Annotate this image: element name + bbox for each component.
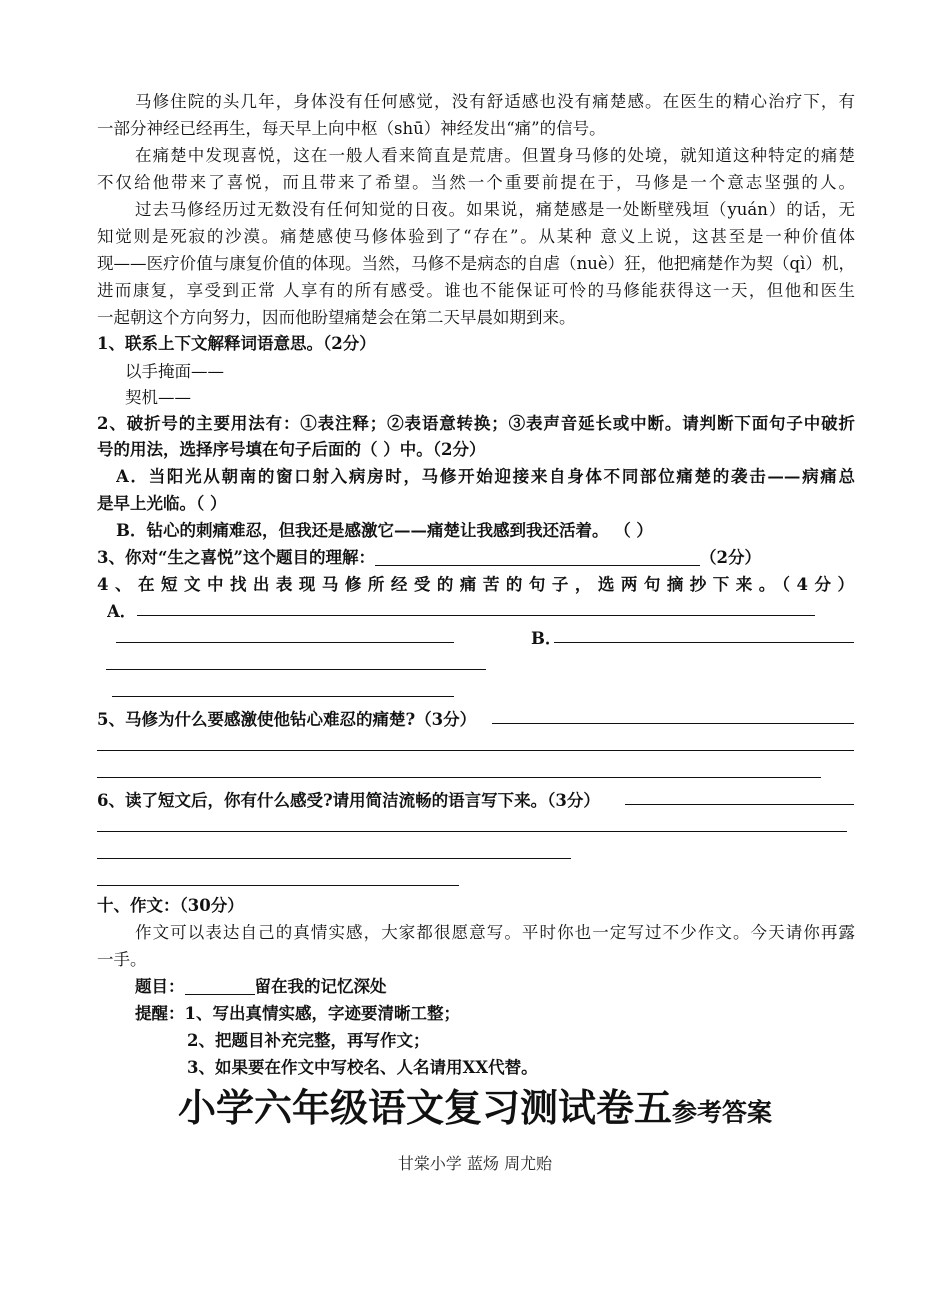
composition-intro-line2: 一手。 — [97, 950, 147, 969]
composition-heading: 十、作文：（30分） — [97, 896, 244, 915]
composition-tip-1 — [135, 1000, 735, 1027]
composition-tips-label: 提醒： — [135, 1004, 185, 1023]
question-6-blank-4[interactable] — [97, 885, 459, 886]
passage-p3-line1: 过去马修经历过无数没有任何知觉的日夜。如果说，痛楚感是一处断壁残垣（yuán）的话，无 — [135, 200, 855, 219]
question-2-item-a-line2: 是早上光临。（ ） — [97, 494, 227, 513]
passage-p3-line3: 现——医疗价值与康复价值的体现。当然，马修不是病态的自虐（nuè）狂，他把痛楚作为契（qì）机， — [97, 254, 855, 273]
question-2-line1: 2、破折号的主要用法有：①表注释；②表语意转换；③表声音延长或中断。请判断下面句子中破折 — [97, 414, 855, 433]
question-5-blank-3[interactable] — [97, 777, 821, 778]
question-4-b-blank-1[interactable] — [554, 642, 854, 643]
composition-tip-2: 2、把题目补充完整，再写作文； — [187, 1031, 430, 1050]
passage-p1-line1: 马修住院的头几年，身体没有任何感觉，没有舒适感也没有痛楚感。在医生的精心治疗下，有 — [135, 92, 855, 111]
composition-topic-blank[interactable] — [185, 977, 255, 995]
question-4-a-blank-1[interactable] — [137, 615, 815, 616]
passage-p1-line2: 一部分神经已经再生，每天早上向中枢（shū）神经发出“痛”的信号。 — [97, 119, 606, 138]
question-6-blank-3[interactable] — [97, 858, 571, 859]
question-4-b-blank-3[interactable] — [112, 696, 454, 697]
answer-key-title — [0, 1082, 950, 1139]
composition-topic — [135, 973, 735, 1000]
question-1: 1、联系上下文解释词语意思。（2分） — [97, 334, 376, 353]
question-1-word-a: 以手掩面—— — [125, 362, 224, 381]
passage-p3-line4: 进而康复，享受到正常 人享有的所有感受。谁也不能保证可怜的马修能获得这一天，但他和医生 — [97, 281, 855, 300]
question-5-blank-1[interactable] — [492, 723, 854, 724]
question-4-label-b: B． — [531, 629, 562, 648]
question-2-item-a-line1: A．当阳光从朝南的窗口射入病房时，马修开始迎接来自身体不同部位痛楚的袭击——病痛总 — [116, 467, 855, 486]
question-6: 6、读了短文后，你有什么感受?请用简洁流畅的语言写下来。（3分） — [97, 791, 600, 810]
question-6-blank-2[interactable] — [97, 831, 847, 832]
composition-tip-1-text: 1、写出真情实感，字迹要清晰工整； — [184, 1004, 460, 1023]
question-6-blank-1[interactable] — [625, 804, 854, 805]
question-3-answer-blank[interactable] — [375, 548, 700, 566]
question-4: 4、在短文中找出表现马修所经受的痛苦的句子，选两句摘抄下来。（4分） — [97, 575, 855, 594]
passage-p3-line5: 一起朝这个方向努力，因而他盼望痛楚会在第二天早晨如期到来。 — [97, 308, 576, 327]
composition-topic-label: 题目： — [135, 977, 185, 996]
question-2-line2: 号的用法，选择序号填在句子后面的（ ）中。（2分） — [97, 440, 486, 459]
answer-key-title-main: 小学六年级语文复习测试卷五 — [177, 1085, 672, 1130]
question-4-b-blank-2[interactable] — [106, 669, 486, 670]
answer-key-title-suffix: 参考答案 — [672, 1098, 773, 1127]
question-5: 5、马修为什么要感激使他钻心难忍的痛楚?（3分） — [97, 710, 477, 729]
question-3-prompt: 3、你对“生之喜悦”这个题目的理解： — [97, 548, 375, 567]
authors: 甘棠小学 蓝炀 周尤贻 — [397, 1154, 553, 1173]
composition-intro-line1: 作文可以表达自己的真情实感，大家都很愿意写。平时你也一定写过不少作文。今天请你再露 — [135, 923, 855, 942]
question-4-a-blank-2[interactable] — [116, 642, 454, 643]
question-1-word-b: 契机—— — [125, 388, 191, 407]
passage-p2-line2: 不仅给他带来了喜悦，而且带来了希望。当然一个重要前提在于，马修是一个意志坚强的人。 — [97, 173, 855, 192]
composition-tip-3: 3、如果要在作文中写校名、人名请用XX代替。 — [187, 1058, 538, 1077]
passage-p3-line2: 知觉则是死寂的沙漠。痛楚感使马修体验到了“存在”。从某种 意义上说，这甚至是一种价值体 — [97, 227, 855, 246]
question-4-label-a: A． — [107, 602, 137, 621]
passage-p2-line1: 在痛楚中发现喜悦，这在一般人看来简直是荒唐。但置身马修的处境，就知道这种特定的痛楚 — [135, 146, 855, 165]
composition-topic-text: 留在我的记忆深处 — [254, 977, 387, 996]
question-3 — [97, 544, 855, 571]
question-2-item-b: B．钻心的刺痛难忍，但我还是感激它——痛楚让我感到我还活着。 （ ） — [116, 521, 653, 540]
question-5-blank-2[interactable] — [97, 750, 854, 751]
question-3-score: （2分） — [699, 548, 761, 567]
